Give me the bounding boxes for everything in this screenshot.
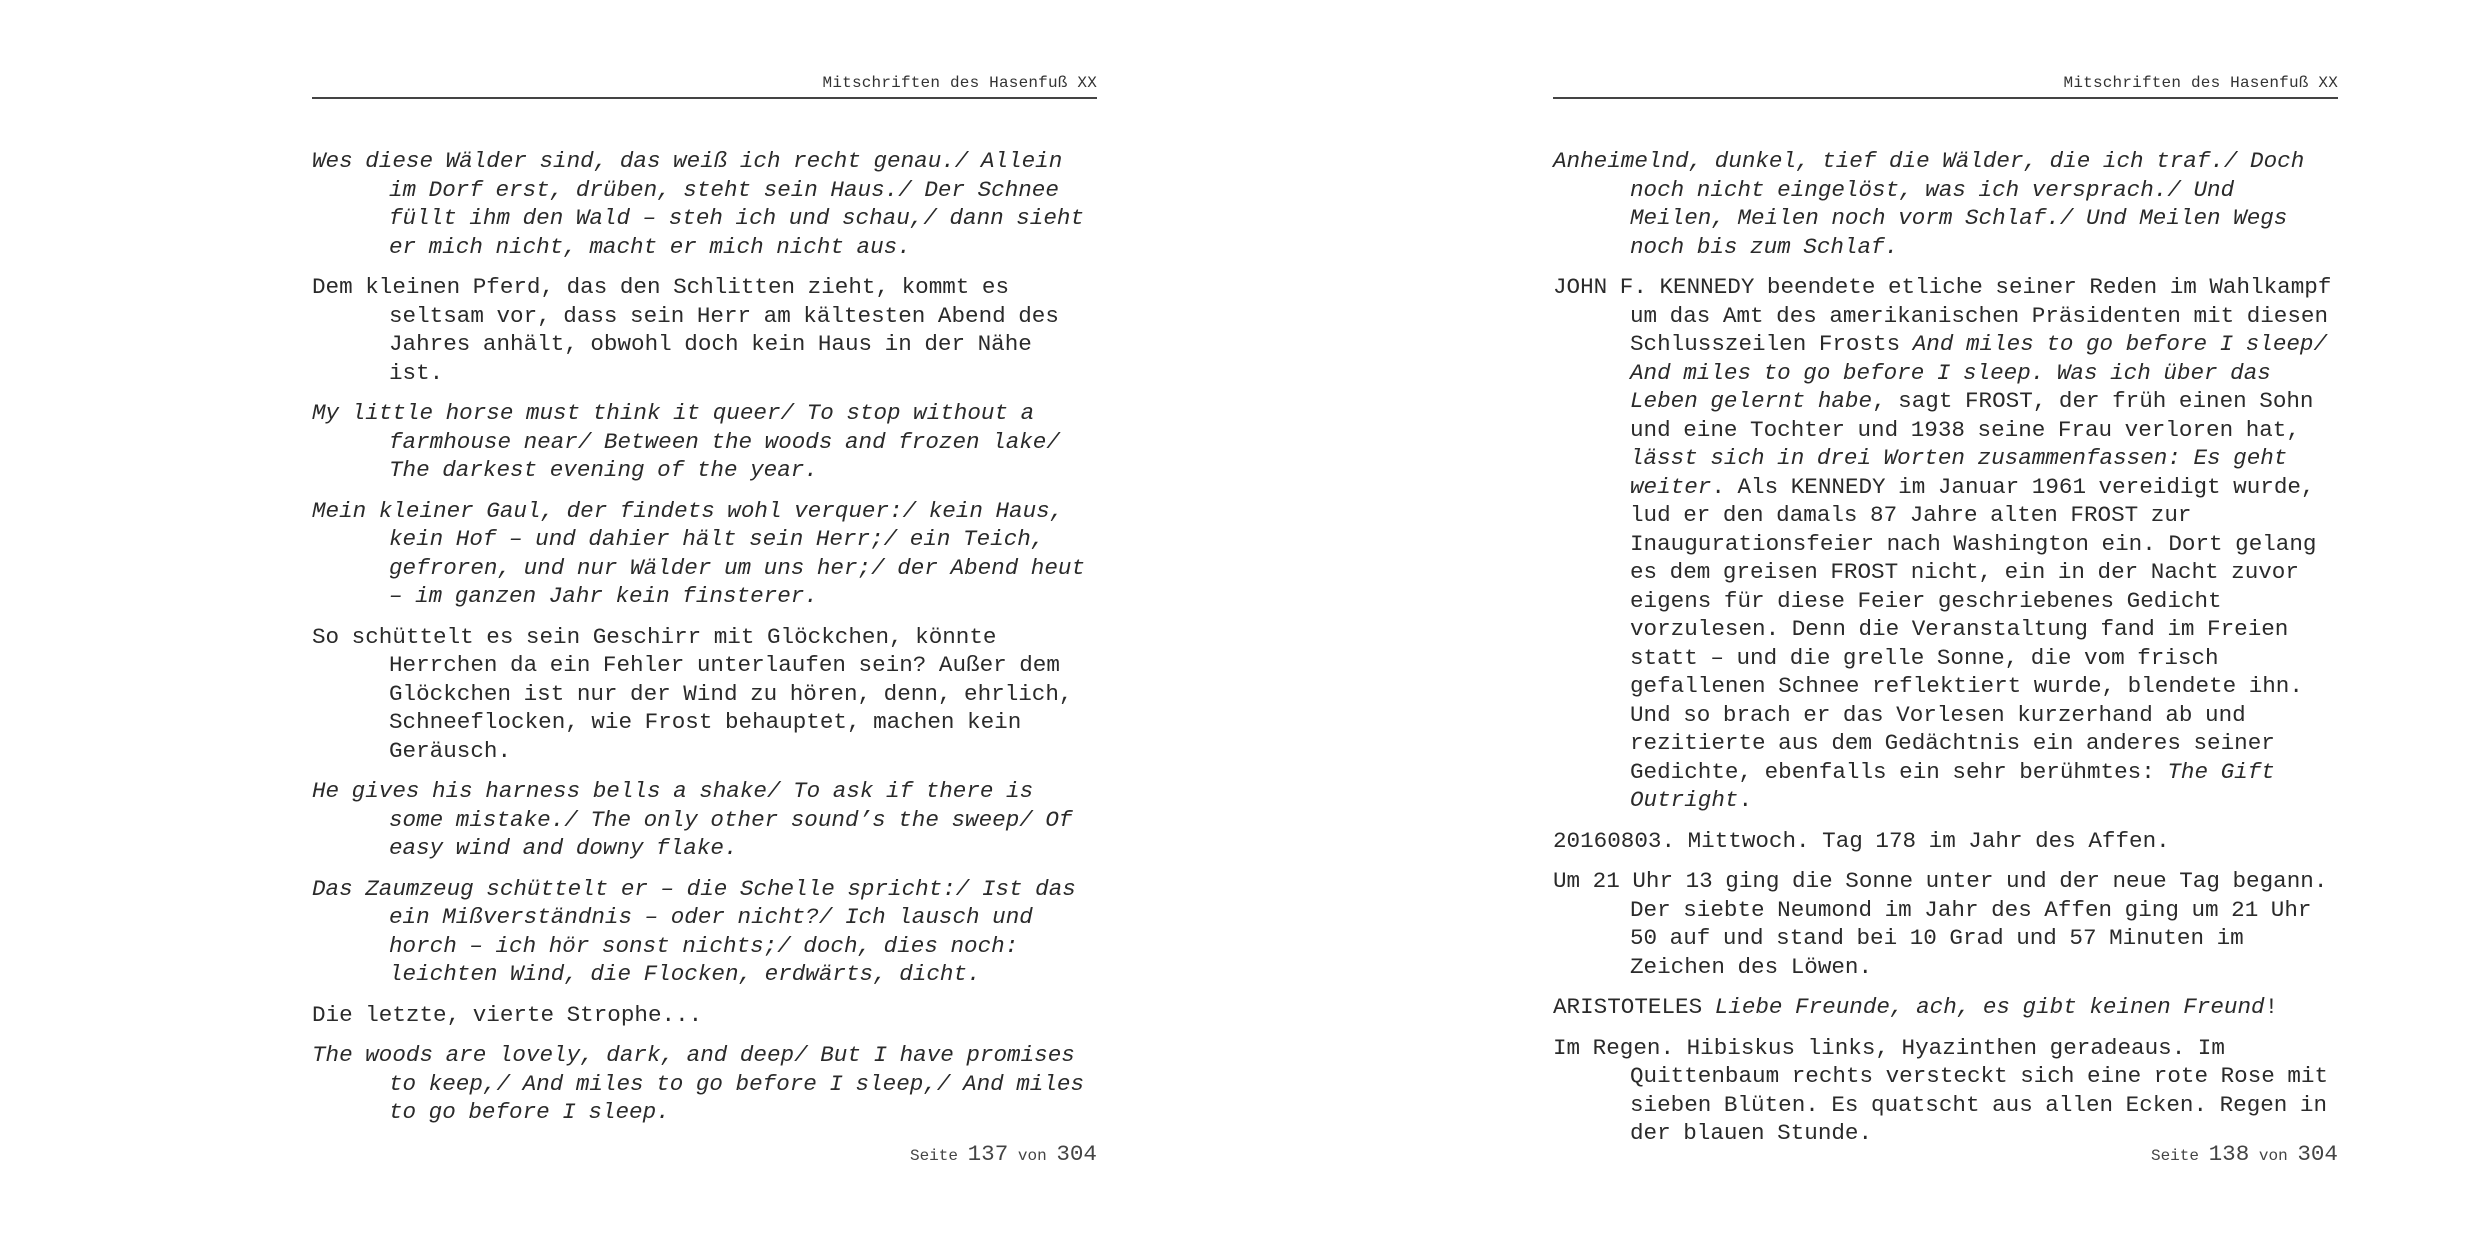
footer-page-total: 304	[1056, 1141, 1097, 1167]
paragraph	[312, 147, 1097, 261]
footer-page-number: 137	[967, 1141, 1009, 1167]
paragraph	[1553, 273, 2338, 815]
text-segment: !	[2264, 994, 2279, 1020]
paragraph	[312, 777, 1097, 863]
footer-seite-label: Seite	[2150, 1147, 2199, 1165]
text-segment: Dem kleinen Pferd, das den Schlitten zieht, kommt es seltsam vor, dass sein Herr am kältesten Abend des Jahres anhält, obwohl doch kein Haus in der Nähe ist.	[312, 274, 1059, 386]
text-segment: My little horse must think it queer/ To stop without a farmhouse near/ Between the woods and frozen lake/ The darkest evening of the year.	[312, 400, 1060, 483]
left-page	[312, 0, 1097, 1240]
paragraph	[1553, 867, 2338, 981]
text-segment: .	[1738, 787, 1753, 813]
footer-page-number: 138	[2208, 1141, 2250, 1167]
italic-text: lässt sich in drei Worten zusammenfassen: Es geht weiter	[1630, 445, 2288, 500]
text-segment: Anheimelnd, dunkel, tief die Wälder, die ich traf./ Doch noch nicht eingelöst, was ich versprach./ Und Meilen, Meilen noch vorm Schlaf./ Und Meilen Wegs noch bis zum Schlaf.	[1553, 148, 2305, 260]
page-footer	[1553, 1141, 2338, 1167]
paragraph	[312, 875, 1097, 989]
text-segment: ARISTOTELES	[1553, 994, 1715, 1020]
text-segment: Um 21 Uhr 13 ging die Sonne unter und der neue Tag begann. Der siebte Neumond im Jahr des Affen ging um 21 Uhr 50 auf und stand bei 10 Grad und 57 Minuten im Zeichen des Löwen.	[1553, 868, 2328, 980]
italic-text: And miles to go before I sleep/ And miles to go before I sleep. Was ich über das Leben gelernt habe	[1630, 331, 2328, 414]
text-segment: Wes diese Wälder sind, das weiß ich recht genau./ Allein im Dorf erst, drüben, steht sein Haus./ Der Schnee füllt ihm den Wald – steh ich und schau,/ dann sieht er mich nicht, macht er mich nicht aus.	[312, 148, 1085, 260]
text-segment: 20160803. Mittwoch. Tag 178 im Jahr des Affen.	[1553, 827, 2170, 854]
text-segment: Mein kleiner Gaul, der findets wohl verquer:/ kein Haus, kein Hof – und dahier hält sein Herr;/ ein Teich, gefroren, und nur Wälder um uns her;/ der Abend heut – im ganzen Jahr kein finsterer.	[312, 497, 1086, 609]
header-rule	[1553, 97, 2338, 99]
paragraph	[312, 399, 1097, 485]
paragraph	[1553, 993, 2338, 1022]
text-segment: Das Zaumzeug schüttelt er – die Schelle spricht:/ Ist das ein Mißverständnis – oder nicht?/ Ich lausch und horch – ich hör sonst nichts;/ doch, dies noch: leichten Wind, die Flocken, erdwärts, dicht.	[312, 875, 1076, 987]
right-page	[1553, 0, 2338, 1240]
paragraph	[312, 273, 1097, 387]
footer-page-total: 304	[2297, 1141, 2338, 1167]
paragraph	[312, 623, 1097, 766]
text-segment: The woods are lovely, dark, and deep/ But I have promises to keep,/ And miles to go before I sleep,/ And miles to go before I sleep.	[312, 1042, 1085, 1125]
paragraph	[1553, 147, 2338, 261]
page-footer	[312, 1141, 1097, 1167]
text-segment: He gives his harness bells a shake/ To ask if there is some mistake./ The only other sound’s the sweep/ Of easy wind and downy flake.	[312, 778, 1073, 861]
text-segment: JOHN F. KENNEDY beendete etliche seiner Reden im Wahlkampf um das Amt des amerikanischen Präsidenten mit diesen Schlusszeilen Frosts	[1553, 274, 2332, 357]
text-segment: So schüttelt es sein Geschirr mit Glöckchen, könnte Herrchen da ein Fehler unterlaufen sein? Außer dem Glöckchen ist nur der Wind zu hören, denn, ehrlich, Schneeflocken, wie Frost behauptet, machen kein Geräusch.	[312, 623, 1073, 764]
text-segment: Im Regen. Hibiskus links, Hyazinthen geradeaus. Im Quittenbaum rechts versteckt sich eine rote Rose mit sieben Blüten. Es quatscht aus allen Ecken. Regen in der blauen Stunde.	[1553, 1034, 2329, 1146]
header-rule	[312, 97, 1097, 99]
paragraph	[312, 1041, 1097, 1127]
text-segment: . Als KENNEDY im Januar 1961 vereidigt wurde, lud er den damals 87 Jahre alten FROST zur Inaugurationsfeier nach Washington ein. Dort gelang es dem greisen FROST nicht, ein in der Nacht zuvor eigens für diese Feier geschriebenes Gedicht vorzulesen. Denn die Veranstaltung fand im Freien statt – und die grelle Sonne, die vom frisch gefallenen Schnee reflektiert wurde, blendete ihn. Und so brach er das Vorlesen kurzerhand ab und rezitierte aus dem Gedächtnis ein anderes seiner Gedichte, ebenfalls ein sehr berühmtes:	[1630, 473, 2317, 785]
paragraph	[312, 1001, 1097, 1030]
italic-text: The Gift Outright	[1630, 758, 2275, 813]
footer-seite-label: Seite	[909, 1147, 958, 1165]
footer-von-label: von	[2258, 1147, 2288, 1165]
paragraph	[1553, 1034, 2338, 1148]
page-body	[312, 147, 1097, 1139]
running-header: Mitschriften des Hasenfuß XX	[2063, 74, 2338, 92]
running-header: Mitschriften des Hasenfuß XX	[822, 74, 1097, 92]
paragraph	[1553, 827, 2338, 856]
page-body	[1553, 147, 2338, 1160]
footer-von-label: von	[1017, 1147, 1047, 1165]
text-segment: , sagt FROST, der früh einen Sohn und eine Tochter und 1938 seine Frau verloren hat,	[1630, 388, 2314, 443]
italic-text: Liebe Freunde, ach, es gibt keinen Freund	[1714, 994, 2265, 1020]
text-segment: Die letzte, vierte Strophe...	[312, 1001, 703, 1028]
paragraph	[312, 497, 1097, 611]
